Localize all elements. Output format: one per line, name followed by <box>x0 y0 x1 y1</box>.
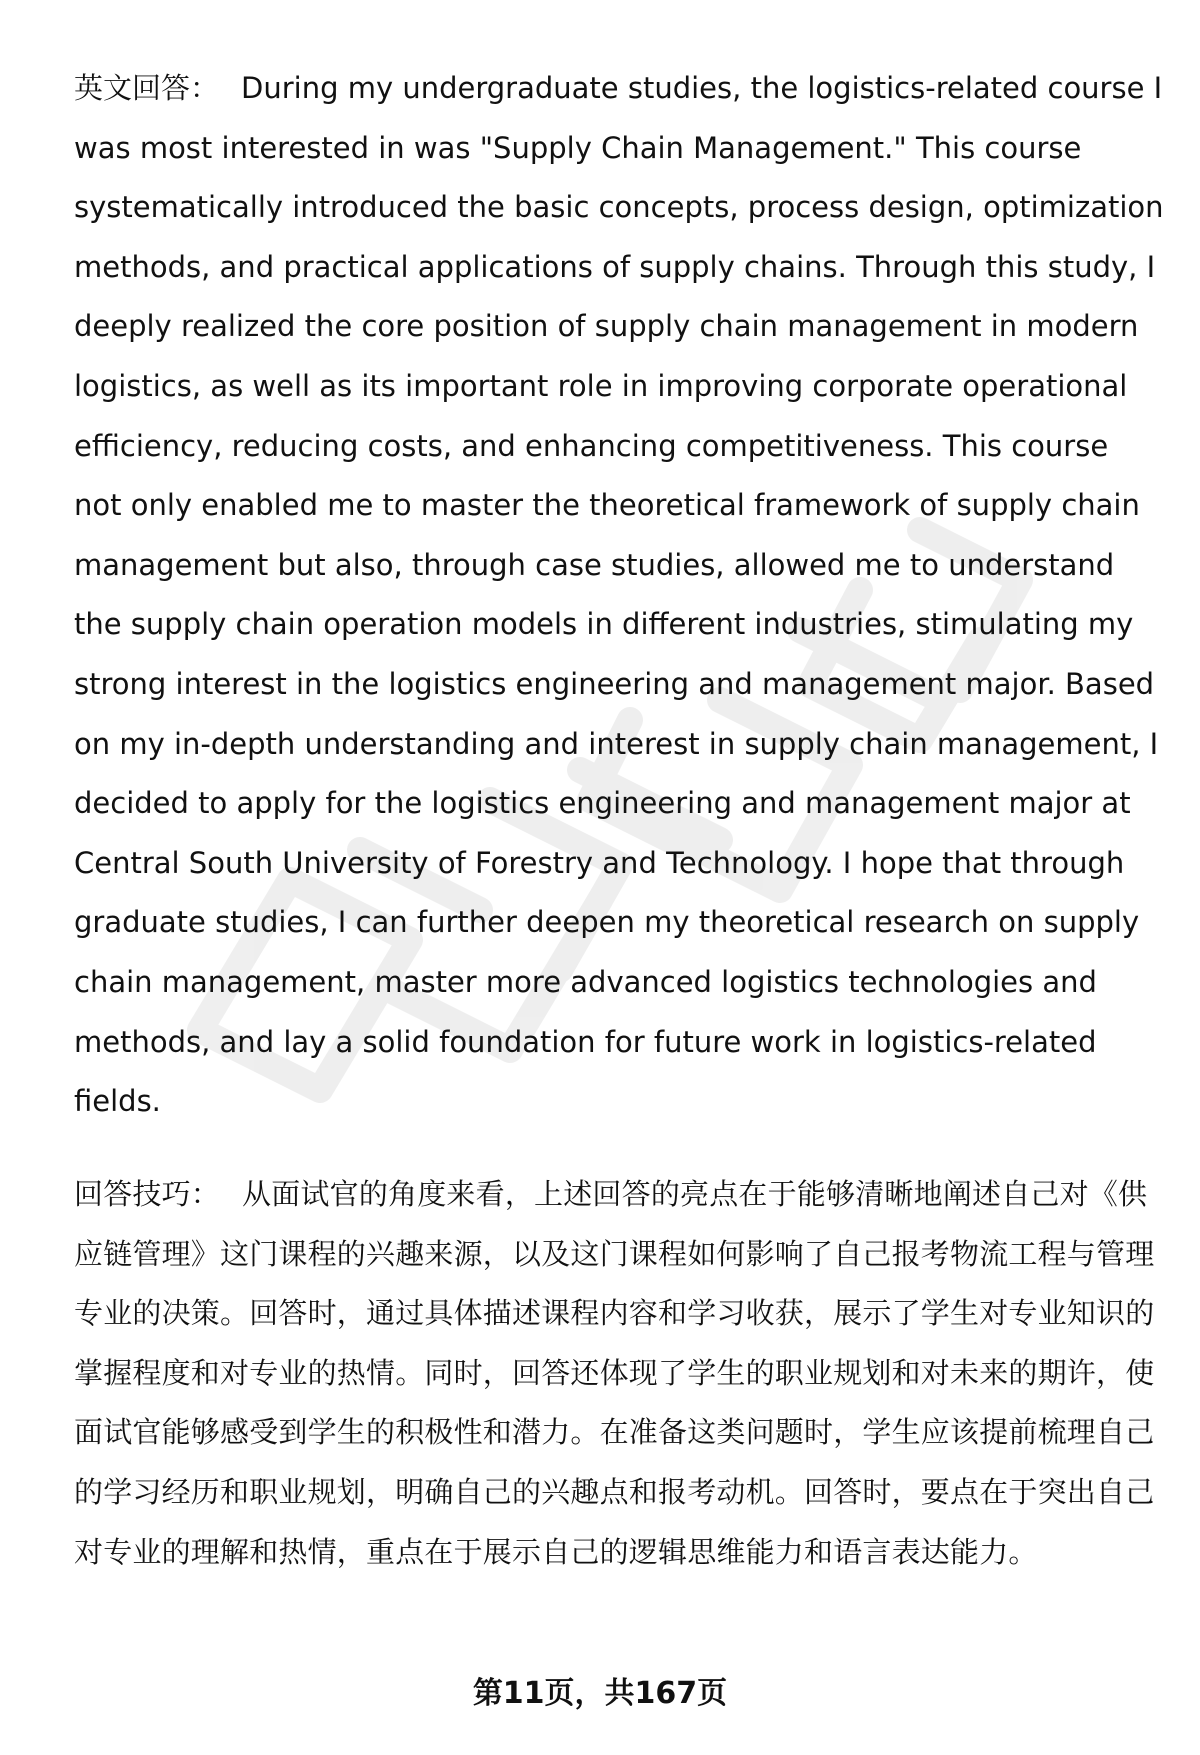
answer-tips-paragraph <box>74 1165 1164 1582</box>
english-answer-text: During my undergraduate studies, the logistics-related course I was most interested in was "Supply Chain Management." This course systematically introduced the basic concepts, process design, optimization methods, and practical applications of supply chains. Through this study, I deeply realized the core position of supply chain management in modern logistics, as well as its important role in improving corporate operational efficiency, reducing costs, and enhancing competitiveness. This course not only enabled me to master the theoretical framework of supply chain management but also, through case studies, allowed me to understand the supply chain operation models in different industries, stimulating my strong interest in the logistics engineering and management major. Based on my in-depth understanding and interest in supply chain management, I decided to apply for the logistics engineering and management major at Central South University of Forestry and Technology. I hope that through graduate studies, I can further deepen my theoretical research on supply chain management, master more advanced logistics technologies and methods, and lay a solid foundation for future work in logistics-related fields. <box>74 71 1164 1119</box>
english-answer-paragraph <box>74 59 1164 1132</box>
english-answer-label: 英文回答： <box>74 71 220 105</box>
page-indicator: 第11页，共167页 <box>472 1676 728 1711</box>
answer-tips-text: 从面试官的角度来看，上述回答的亮点在于能够清晰地阐述自己对《供应链管理》这门课程的兴趣来源，以及这门课程如何影响了自己报考物流工程与管理专业的决策。回答时，通过具体描述课程内容和学习收获，展示了学生对专业知识的掌握程度和对专业的热情。同时，回答还体现了学生的职业规划和对未来的期许，使面试官能够感受到学生的积极性和潜力。在准备这类问题时，学生应该提前梳理自己的学习经历和职业规划，明确自己的兴趣点和报考动机。回答时，要点在于突出自己对专业的理解和热情，重点在于展示自己的逻辑思维能力和语言表达能力。 <box>74 1177 1155 1569</box>
answer-tips-label: 回答技巧： <box>74 1177 221 1211</box>
